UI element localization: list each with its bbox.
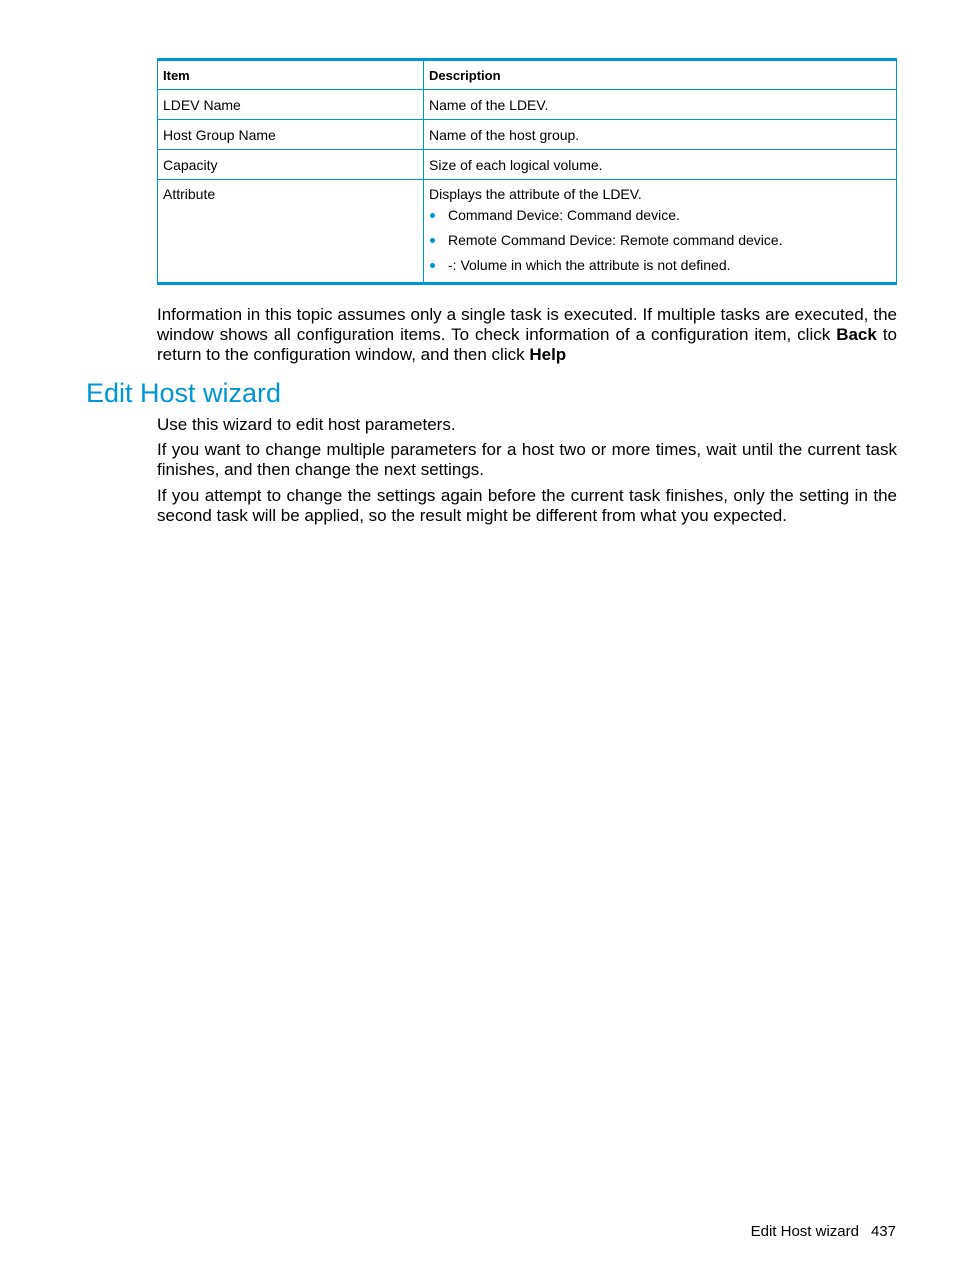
table-cell-item: Attribute (158, 180, 424, 284)
table-row (158, 90, 897, 120)
table-cell-item: LDEV Name (158, 90, 424, 120)
back-reference: Back (836, 325, 877, 344)
list-item-text: Command Device: Command device. (448, 207, 680, 223)
bullet-icon (430, 263, 435, 268)
section-paragraph: If you want to change multiple parameters for a host two or more times, wait until the current task finishes, and then change the next settings. (157, 440, 897, 479)
section-paragraph: Use this wizard to edit host parameters. (157, 415, 456, 434)
intro-text: Information in this topic assumes only a single task is executed. If multiple tasks are executed, the window shows all configuration items. To check information of a configuration item, click (157, 305, 897, 344)
list-item (429, 256, 891, 274)
list-item-text: Remote Command Device: Remote command device. (448, 232, 783, 248)
table-row (158, 120, 897, 150)
bullet-icon (430, 238, 435, 243)
table-cell-description (424, 180, 897, 284)
column-header-description: Description (424, 60, 897, 90)
list-item (429, 206, 891, 224)
intro-paragraph (157, 305, 897, 365)
list-item-text: -: Volume in which the attribute is not defined. (448, 257, 731, 273)
page-footer (751, 1222, 896, 1242)
table-cell-item: Host Group Name (158, 120, 424, 150)
table-cell-description: Name of the LDEV. (424, 90, 897, 120)
table-row (158, 150, 897, 180)
column-header-item: Item (158, 60, 424, 90)
intro-text: to return to the configuration window, and then click (157, 325, 897, 364)
table-header-row (158, 60, 897, 90)
table-row (158, 180, 897, 284)
table-cell-description: Size of each logical volume. (424, 150, 897, 180)
table-cell-description: Name of the host group. (424, 120, 897, 150)
section-paragraph: If you attempt to change the settings again before the current task finishes, only the setting in the second task will be applied, so the result might be different from what you expected. (157, 486, 897, 525)
attribute-table (157, 58, 897, 285)
footer-section-name: Edit Host wizard (750, 1223, 859, 1240)
attribute-description: Displays the attribute of the LDEV. (429, 186, 642, 202)
help-reference: Help (529, 345, 567, 364)
bullet-icon (430, 213, 435, 218)
list-item (429, 231, 891, 249)
attribute-bullet-list (429, 206, 891, 274)
page-number: 437 (870, 1223, 896, 1240)
table-cell-item: Capacity (158, 150, 424, 180)
section-title: Edit Host wizard (86, 378, 282, 408)
